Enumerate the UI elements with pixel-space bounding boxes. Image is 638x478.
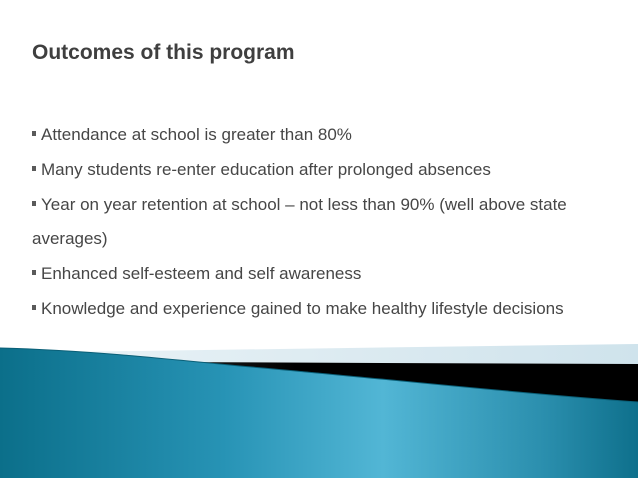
bullet-item: [32, 257, 612, 291]
bullet-square-icon: [32, 305, 36, 310]
bullet-text: Many students re-enter education after prolonged absences: [41, 160, 491, 179]
bullet-text: Attendance at school is greater than 80%: [41, 125, 352, 144]
bullet-square-icon: [32, 131, 36, 136]
bullet-square-icon: [32, 166, 36, 171]
bullet-square-icon: [32, 201, 36, 206]
bullet-text: Year on year retention at school – not less than 90% (well above state averages): [32, 195, 567, 248]
bullet-text: Enhanced self-esteem and self awareness: [41, 264, 362, 283]
slide-title: Outcomes of this program: [32, 41, 295, 64]
bullet-item: [32, 153, 612, 187]
bullet-list: [32, 118, 612, 327]
bullet-item: [32, 292, 612, 326]
bullet-square-icon: [32, 270, 36, 275]
bullet-item: [32, 188, 612, 256]
bullet-text: Knowledge and experience gained to make healthy lifestyle decisions: [41, 299, 564, 318]
bullet-item: [32, 118, 612, 152]
footer-wave-graphic: [0, 340, 638, 478]
